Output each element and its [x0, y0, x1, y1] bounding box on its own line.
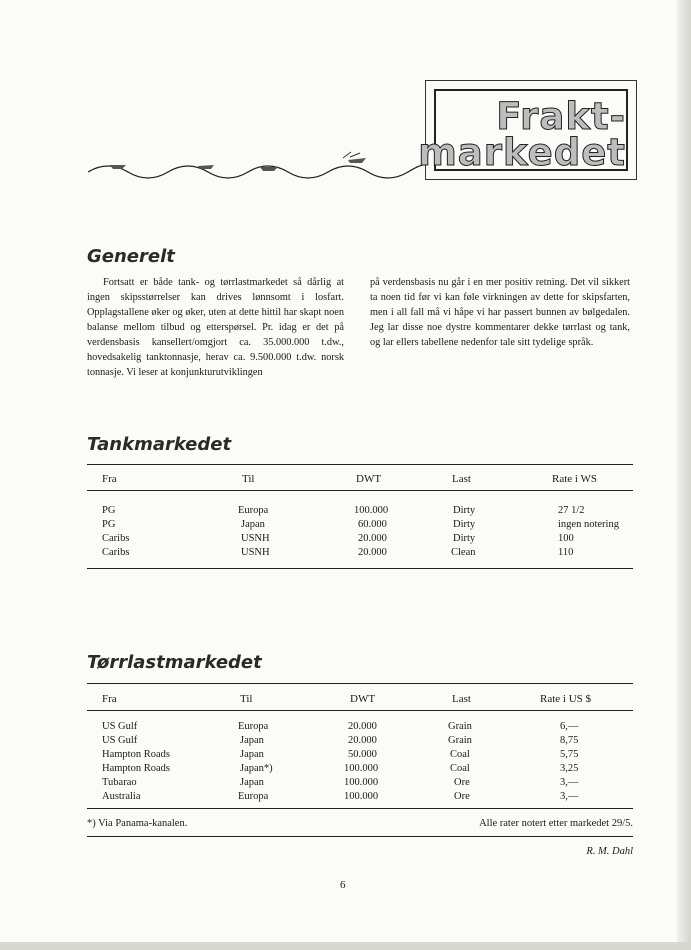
- cell-dwt: 50.000: [348, 749, 377, 760]
- cell-rate: 8,75: [560, 735, 579, 746]
- cell-fra: Tubarao: [102, 777, 137, 788]
- cell-til: USNH: [241, 547, 270, 558]
- tank-col-til: Til: [242, 473, 255, 485]
- cell-last: Dirty: [453, 519, 476, 530]
- dry-col-rate: Rate i US $: [540, 693, 592, 705]
- title-line-1: Frakt-: [496, 95, 626, 138]
- title-box: [418, 80, 637, 180]
- cell-dwt: 60.000: [358, 519, 387, 530]
- page-number: 6: [340, 879, 346, 891]
- dry-col-fra: Fra: [102, 693, 117, 705]
- table-row: [0, 734, 691, 748]
- cell-last: Clean: [451, 547, 476, 558]
- generelt-right-column: [370, 275, 630, 350]
- page-bottom-edge: [0, 942, 691, 950]
- heading-tankmarkedet: Tankmarkedet: [87, 434, 232, 455]
- table-row: [0, 720, 691, 734]
- table-row: [0, 532, 691, 546]
- cell-dwt: 100.000: [354, 505, 389, 516]
- tank-col-last: Last: [452, 473, 471, 485]
- cell-last: Grain: [448, 721, 472, 732]
- cell-fra: Caribs: [102, 533, 130, 544]
- table-row: [0, 546, 691, 560]
- cell-rate: 110: [558, 547, 574, 558]
- cell-last: Ore: [454, 791, 470, 802]
- cell-til: USNH: [241, 533, 270, 544]
- cell-fra: PG: [102, 519, 116, 530]
- dry-col-last: Last: [452, 693, 471, 705]
- tank-col-fra: Fra: [102, 473, 117, 485]
- cell-til: Japan: [240, 749, 264, 760]
- cell-last: Dirty: [453, 533, 476, 544]
- dry-col-til: Til: [240, 693, 253, 705]
- cell-dwt: 20.000: [348, 735, 377, 746]
- cell-til: Europa: [238, 791, 269, 802]
- rates-note: Alle rater notert etter markedet 29/5.: [479, 818, 633, 829]
- cell-dwt: 100.000: [344, 791, 379, 802]
- cell-rate: 3,—: [560, 791, 579, 802]
- cell-last: Dirty: [453, 505, 476, 516]
- cell-til: Japan: [240, 735, 264, 746]
- heading-torrlastmarkedet: Tørrlastmarkedet: [87, 652, 262, 673]
- cell-fra: Caribs: [102, 547, 130, 558]
- dry-table-header: [0, 692, 691, 706]
- footnote-rule: [87, 836, 633, 837]
- cell-dwt: 20.000: [358, 547, 387, 558]
- generelt-left-column: [87, 275, 344, 380]
- table-row: [0, 504, 691, 518]
- generelt-left-text: Fortsatt er både tank- og tørrlastmarkedet så dårlig at ingen skipsstørrelser kan drives lønnsomt i losfart. Opplagstallene øker og øker, uten at dette hittil har skapt noen balanse mellom tilbud og etterspørsel. Pr. idag er det på verdensbasis kansellert/omgjort ca. 35.000.000 t.dw., hovedsakelig tanktonnasje, herav ca. 9.500.000 t.dw. norsk tonnasje. Vi leser at konjunkturutviklingen: [87, 277, 344, 378]
- dry-table-top-rule: [87, 683, 633, 684]
- tank-table-header-rule: [87, 490, 633, 491]
- heading-generelt: Generelt: [87, 246, 175, 267]
- dry-col-dwt: DWT: [350, 693, 376, 705]
- cell-rate: 100: [558, 533, 574, 544]
- cell-dwt: 20.000: [348, 721, 377, 732]
- tank-col-rate: Rate i WS: [552, 473, 598, 485]
- cell-rate: 6,—: [560, 721, 579, 732]
- tank-col-dwt: DWT: [356, 473, 382, 485]
- cell-dwt: 100.000: [344, 763, 379, 774]
- table-row: [0, 762, 691, 776]
- tank-table-top-rule: [87, 464, 633, 465]
- cell-fra: US Gulf: [102, 721, 138, 732]
- cell-last: Ore: [454, 777, 470, 788]
- cell-til: Japan: [241, 519, 265, 530]
- cell-rate: 27 1/2: [558, 505, 585, 516]
- cell-til: Europa: [238, 505, 269, 516]
- cell-last: Coal: [450, 763, 470, 774]
- title-line-2: markedet: [418, 131, 626, 174]
- generelt-right-text: på verdensbasis nu går i en mer positiv retning. Det vil sikkert ta noen tid før vi kan føle virkningen av dette for skipsfarten, men i all fall må vi håpe vi har passert bunnen av bølgedalen. Jeg lar disse noe dystre kommentarer dekke tørrlast og tank, og lar ellers tabellene nedenfor tale sitt tydelige språk.: [370, 277, 630, 348]
- cell-fra: PG: [102, 505, 116, 516]
- cell-rate: 5,75: [560, 749, 579, 760]
- tank-table-bottom-rule: [87, 568, 633, 569]
- cell-fra: Hampton Roads: [102, 763, 170, 774]
- cell-til: Japan: [240, 777, 264, 788]
- cell-fra: Australia: [102, 791, 141, 802]
- tank-table-header: [0, 472, 691, 486]
- dry-table-header-rule: [87, 710, 633, 711]
- cell-fra: Hampton Roads: [102, 749, 170, 760]
- footnote: *) Via Panama-kanalen.: [87, 818, 188, 829]
- cell-rate: 3,—: [560, 777, 579, 788]
- dry-table-bottom-rule: [87, 808, 633, 809]
- cell-last: Coal: [450, 749, 470, 760]
- table-row: [0, 748, 691, 762]
- table-row: [0, 790, 691, 804]
- table-row: [0, 518, 691, 532]
- cell-til: Japan*): [240, 763, 273, 774]
- cell-fra: US Gulf: [102, 735, 138, 746]
- cell-dwt: 100.000: [344, 777, 379, 788]
- cell-til: Europa: [238, 721, 269, 732]
- wave-boats-illustration: [88, 150, 426, 190]
- table-row: [0, 776, 691, 790]
- cell-rate: ingen notering: [558, 519, 619, 530]
- cell-dwt: 20.000: [358, 533, 387, 544]
- author-signature: R. M. Dahl: [586, 846, 633, 857]
- cell-last: Grain: [448, 735, 472, 746]
- cell-rate: 3,25: [560, 763, 579, 774]
